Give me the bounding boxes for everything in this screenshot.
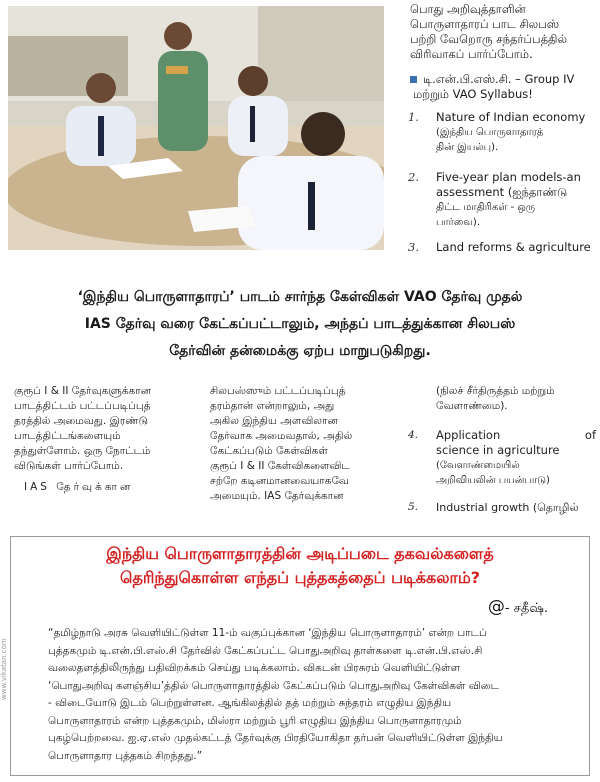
item-number: 5.	[408, 501, 419, 513]
syllabus-item	[408, 428, 598, 492]
body-column-2	[210, 384, 400, 504]
classroom-photo	[8, 6, 384, 250]
body-line: பாடத்திட்டங்களையும்	[14, 430, 121, 442]
item-text: Nature of Indian economy	[436, 110, 586, 124]
item-text: (வேளாண்மையில்	[436, 460, 520, 471]
body-line: தரம்தான் என்றாலும், அது	[210, 400, 335, 412]
right-intro-line: பொருளாதாரப் பாட சிலபஸ்	[410, 17, 560, 31]
answer-line: ‘பொதுஅறிவு களஞ்சிய’த்தில் பொருளாதாரத்தில் கேட்கப்படும் பொதுஅறிவு கேள்விகள் விடை	[48, 679, 499, 692]
syllabus-heading	[410, 72, 598, 102]
item-number: 1.	[408, 110, 419, 124]
answer-line: பொருளாதார புத்தகம் சிறந்தது.”	[48, 749, 203, 762]
pull-quote-line: IAS தேர்வு வரை கேட்கப்பட்டாலும், அந்தப் பாடத்துக்கான சிலபஸ்	[84, 316, 516, 332]
body-line: (நிலச் சீர்திருத்தம் மற்றும்	[436, 385, 555, 397]
body-line: பாடத்திட்டம் பட்டப்படிப்புத்	[14, 400, 151, 412]
item-text: Five-year plan models-an	[436, 170, 581, 184]
item-text: திட்ட மாதிரிகள் - ஒரு	[436, 202, 535, 213]
item-text: Application of	[436, 428, 596, 442]
item-text: (இந்திய பொருளாதாரத்	[436, 127, 544, 138]
body-line: சற்றே கடினமானவையாகவே	[210, 475, 349, 487]
body-column-3	[408, 384, 598, 518]
body-line: தேர்வாக அமைவதால், அதில்	[210, 430, 353, 442]
bullet-square-icon	[410, 76, 417, 83]
body-line: குரூப் I & II கேள்விகளைவிட	[210, 460, 350, 472]
body-line: IAS தேர்வுக்கான	[24, 481, 134, 493]
answer-line: புத்தகமும் டி.என்.பி.எஸ்.சி தேர்வில் கேட்கப்பட்ட பொதுஅறிவு தாள்களை டி.என்.பி.எஸ்.சி	[48, 644, 483, 657]
item-text: assessment (ஐந்தாண்டு	[436, 185, 568, 199]
answer-line: புகழ்பெற்றவை. ஐ.ஏ.எஸ் முதல்கட்டத் தேர்வுக்கு பிரதியோகிதா தர்பன் வெளியிட்டுள்ள இந்திய	[48, 732, 503, 744]
right-intro-line: பற்றி வேறொரு சந்தர்ப்பத்தில்	[410, 32, 568, 46]
item-text: பார்வை).	[436, 217, 481, 228]
answer-line: வலைதளத்திலிருந்து பதிவிறக்கம் செய்து படிக்கலாம். விகடன் பிரசுரம் வெளியிட்டுள்ள	[48, 662, 461, 674]
body-line: தந்துள்ளோம். ஒரு நோட்டம்	[14, 445, 151, 457]
pull-quote-line: ‘இந்திய பொருளாதாரப்’ பாடம் சார்ந்த கேள்விகள் VAO தேர்வு முதல்	[77, 289, 523, 305]
syllabus-item	[408, 500, 598, 518]
photo-illustration	[8, 6, 384, 250]
body-line: அகில இந்திய அளவிலான	[210, 415, 338, 427]
body-line: வேளாண்மை).	[436, 400, 508, 412]
body-line: அமையும். IAS தேர்வுக்கான	[210, 490, 344, 502]
syllabus-item	[408, 240, 596, 258]
syllabus-item	[408, 170, 596, 240]
right-intro-line: விரிவாகப் பார்ப்போம்.	[410, 47, 533, 61]
item-number: 3.	[408, 240, 419, 254]
body-column-1	[14, 384, 202, 495]
question-line: தெரிந்துகொள்ள எந்தப் புத்தகத்தைப் படிக்கலாம்?	[119, 568, 481, 587]
body-line: குரூப் I & II தேர்வுகளுக்கான	[14, 385, 151, 397]
answer-line: - விடையோடு இடம் பெற்றுள்ளன. ஆங்கிலத்தில் தத் மற்றும் சுந்தரம் எழுதிய இந்திய	[48, 697, 452, 709]
item-text: Industrial growth (தொழில்	[436, 501, 579, 514]
item-number: 2.	[408, 170, 419, 184]
syllabus-item	[408, 110, 596, 170]
question-line: இந்திய பொருளாதாரத்தின் அடிப்படை தகவல்களைத்	[106, 544, 494, 563]
answer-line: பொருளாதாரம் என்ற புத்தகமும், மிஸ்ரா மற்றும் பூரி எழுதிய இந்திய பொருளாதாரமும்	[48, 714, 462, 727]
pull-quote	[0, 284, 600, 365]
watermark: www.vikatan.com	[0, 638, 8, 700]
answer-text	[48, 625, 568, 765]
syllabus-heading-line1: டி.என்.பி.எஸ்.சி. – Group IV	[423, 72, 575, 86]
body-line: தரத்தில் அமைவது. இரண்டு	[14, 415, 149, 427]
body-line: கேட்கப்படும் கேள்விகள்	[210, 445, 328, 457]
body-line: சிலபஸ்ஸும் பட்டப்படிப்புத்	[210, 385, 346, 397]
body-line: விடுங்கள் பார்ப்போம்.	[14, 460, 124, 472]
item-text: தின் இயல்பு).	[436, 142, 499, 153]
item-text: அறிவியலின் பயன்பாடு)	[436, 475, 550, 486]
right-intro	[410, 2, 598, 62]
byline	[488, 597, 548, 617]
answer-line: “தமிழ்நாடு அரசு வெளியிட்டுள்ள 11-ம் வகுப்புக்கான ‘இந்திய பொருளாதாரம்’ என்ற பாடப்	[48, 627, 487, 639]
item-text: science in agriculture	[436, 443, 560, 457]
item-text: Land reforms & agriculture	[436, 240, 591, 254]
pull-quote-line: தேர்வின் தன்மைக்கு ஏற்ப மாறுபடுகிறது.	[169, 343, 431, 359]
right-intro-line: பொது அறிவுத்தாளின்	[410, 2, 526, 16]
item-number: 4.	[408, 429, 419, 441]
syllabus-heading-line2: மற்றும் VAO Syllabus!	[413, 87, 533, 101]
byline-name: - சதீஷ்.	[504, 601, 548, 616]
at-sign: @	[487, 597, 505, 617]
